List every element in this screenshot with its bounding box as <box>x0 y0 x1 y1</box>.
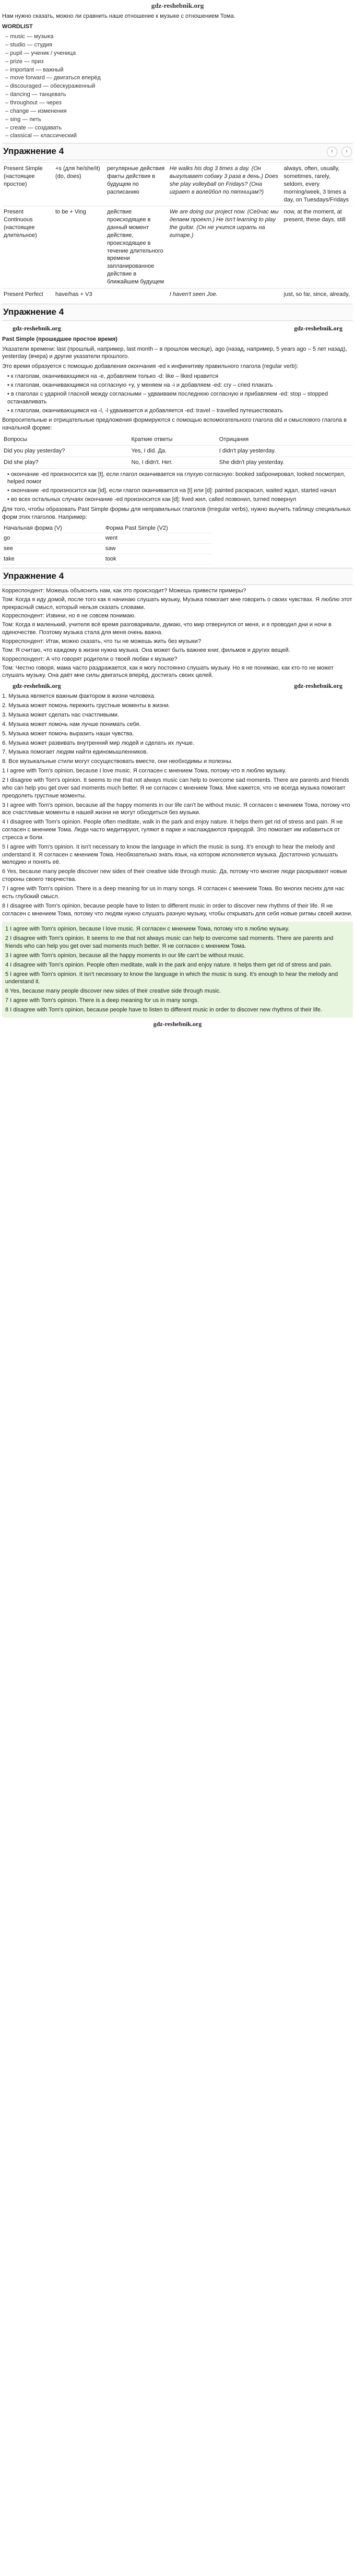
table-cell: Did you play yesterday? <box>2 445 130 457</box>
tense-cell: Present Continuous (настоящее длительное) <box>2 206 54 288</box>
opinions-list <box>2 767 353 917</box>
grammar-table <box>2 162 353 301</box>
table-row <box>2 445 353 457</box>
exercise-header <box>2 568 353 585</box>
exercise-title: Упражнение 4 <box>3 146 64 157</box>
wordlist-item: – important — важный <box>5 66 353 74</box>
past-simple-heading-text: Past Simple (прошедшее простое время) <box>2 336 117 342</box>
opinion-item: 7 I agree with Tom's opinion. There is a deep meaning for us in many songs. Я согласен с мнением Тома. Во многих песнях для нас есть глубокий смысл. <box>2 885 345 900</box>
table-cell: took <box>104 554 212 565</box>
opinion-item: 8 I disagree with Tom's opinion, because people have to listen to different music in order to discover new rhythms of their life. Я не согласен с мнением Тома, потому что людям нужно слушать разную музыку, чтобы открывать для себя новые ритмы своей жизни. <box>2 902 353 917</box>
use-cell: регулярные действия факты действия в будущем по расписанию <box>105 163 168 206</box>
past-simple-p2: Это время образуется с помощью добавления окончания -ed к инфинитиву правильного глагола (regular verb): <box>2 363 299 370</box>
wordlist-item: – prize — приз <box>5 58 353 66</box>
dialogue-line: Том: Я считаю, что каждому в жизни нужна музыка. Она может быть важнее книг, фильмов и других вещей. <box>2 647 290 653</box>
example-cell: We are doing our project now. (Сейчас мы делаем проект.) He isn't learning to play the guitar. (Он не учится играть на гитаре.) <box>168 206 282 288</box>
rule-item: • к глаголам, оканчивающимся на -e, добавляем только -d: like – liked нравится <box>7 373 353 380</box>
past-simple-p1: Указатели времени: last (прошлый, например, last month – в прошлом месяце), ago (назад, например, 5 years ago – 5 лет назад), yesterday (вчера) и другие указатели прошлого. <box>2 345 347 360</box>
option-item: 2. Музыка может помочь пережить грустные моменты в жизни. <box>2 702 170 709</box>
column-header: Отрицания <box>218 434 353 445</box>
wordlist-item: – discouraged — обескураженный <box>5 82 353 90</box>
dialogue-line: Том: Когда я маленький, учителя всё время разговаривали, думаю, что мир отвернулся от меня, и я проводил дни и ночи в одиночестве. Поэтому музыка стала для меня очень важна. <box>2 622 332 636</box>
table-cell: I didn't play yesterday. <box>218 445 353 457</box>
wordlist-item: – throughout — через <box>5 99 353 107</box>
intro-text: Нам нужно сказать, можно ли сравнить наше отношение к музыке с отношением Тома. <box>2 13 235 19</box>
use-cell <box>105 288 168 300</box>
exercise-title: Упражнение 4 <box>3 571 64 581</box>
rule-item: • к глаголам, оканчивающимся на -l, -l удваивается и добавляется -ed: travel – travelled путешествовать <box>7 407 353 415</box>
opinion-item: 5 I agree with Tom's opinion. It isn't necessary to know the language in which the music is sung. It's enough to hear the melody and understand it. <box>5 971 338 985</box>
opinion-item: 3 I agree with Tom's opinion, because all the happy moments in our life can't be without music. Я согласен с мнением Тома, потому что все счастливые моменты в нашей жизни не могут обходиться без музыки. <box>2 802 350 816</box>
exercise-header <box>2 304 353 321</box>
column-header: Форма Past Simple (V2) <box>104 523 212 533</box>
exercise-title: Упражнение 4 <box>3 306 64 317</box>
markers-cell: always, often, usually, sometimes, rarely, seldom, every morning/week, 3 times a day, on Tuesdays/Fridays <box>282 163 353 206</box>
rule-item: • к глаголам, оканчивающимся на согласную +y, y меняем на -i и добавляем -ed: cry – cried плакать <box>7 381 353 389</box>
option-item: 8. Все музыкальные стили могут сосуществовать вместе, они необходимы и полезны. <box>2 758 233 765</box>
opinion-item: 1 I agree with Tom's opinion, because I love music. Я согласен с мнением Тома, потому что я люблю музыку. <box>2 768 287 774</box>
wordlist-item: – pupil — ученик / ученица <box>5 50 353 57</box>
pronunciation-item: • во всех остальных случаях окончание -ed произносится как [d]: lived жил, called позвонил, turned повернул <box>7 496 353 504</box>
dialogue-line: Том: Когда я иду домой, после того как я начинаю слушать музыку, Музыка помогает мне говорить о своих чувствах. Я люблю этот прекрасный смысл, который нельзя сказать словами. <box>2 596 352 611</box>
table-cell: Yes, I did. Да. <box>130 445 218 457</box>
wordlist-item: – dancing — танцевать <box>5 91 353 99</box>
column-header: Вопросы <box>2 434 130 445</box>
dialogue-line: Корреспондент: А что говорят родители о твоей любви к музыке? <box>2 655 178 662</box>
footer-watermark[interactable]: gdz-reshebnik.org <box>153 1020 202 1028</box>
opinion-item: 6 Yes, because many people discover new sides of their creative side through music. <box>5 988 221 995</box>
watermark-row <box>2 323 353 333</box>
example-cell: I haven't seen Joe. <box>168 288 282 300</box>
markers-cell: now, at the moment, at present, these days, still <box>282 206 353 288</box>
example-cell: He walks his dog 3 times a day. (Он выгуливает собаку 3 раза в день.) Does she play volleyball on Fridays? (Она играет в волейбол по пятницам?) <box>168 163 282 206</box>
past-simple-heading <box>2 336 353 343</box>
opinion-item: 2 I disagree with Tom's opinion. It seems to me that not always music can help to overcome sad moments. There are parents and friends who can help you get over sad moments much better. Я не согласен с мнением Тома. <box>5 935 334 950</box>
past-simple-p3: Вопросительные и отрицательные предложения формируются с помощью вспомогательного глагола did и смыслового глагола в начальной форме: <box>2 417 347 432</box>
table-row <box>2 533 212 544</box>
table-row <box>2 206 353 288</box>
wordlist-item: – change — изменения <box>5 108 353 115</box>
rule-item: • в глаголах с ударной гласной между согласными – удваиваем последнюю согласную и прибавляем -ed: stop – stopped останавливать <box>7 390 353 406</box>
irregular-intro: Для того, чтобы образовать Past Simple формы для неправильных глаголов (irregular verbs), нужно выучить таблицу специальных форм этих глаголов. Например: <box>2 506 351 520</box>
wordlist-item: – studio — студия <box>5 41 353 49</box>
option-item: 5. Музыка может помочь выразить наши чувства. <box>2 730 134 737</box>
rule-list <box>2 373 353 414</box>
prev-arrow-icon[interactable]: ‹ <box>327 147 337 157</box>
markers-cell: just, so far, since, already, <box>282 288 353 300</box>
opinion-item: 8 I disagree with Tom's opinion, because people have to listen to different music in order to discover new rhythms of their life. <box>5 1006 323 1013</box>
wordlist-item: – move forward — двигаться вперёд <box>5 74 353 82</box>
wordlist-item: – classical — классический <box>5 132 353 140</box>
wordlist-item: – music — музыка <box>5 33 353 41</box>
tense-cell: Present Simple (настоящее простое) <box>2 163 54 206</box>
options-list <box>2 693 353 766</box>
wordlist-title: WORDLIST <box>2 23 33 30</box>
option-item: 7. Музыка помогает людям найти единомышленников. <box>2 749 148 756</box>
irregular-table <box>2 523 212 565</box>
watermark: gdz-reshebnik.org <box>294 682 342 690</box>
opinion-item: 4 I disagree with Tom's opinion. People often meditate, walk in the park and enjoy nature. It helps them get rid of stress and pain. <box>5 961 333 968</box>
watermark: gdz-reshebnik.org <box>13 324 61 332</box>
form-cell: to be + Ving <box>54 206 105 288</box>
watermark: gdz-reshebnik.org <box>294 324 342 332</box>
option-item: 6. Музыка может развивать внутренний мир людей и сделать их лучше. <box>2 740 195 746</box>
tense-cell: Present Perfect <box>2 288 54 300</box>
opinions-repeat-block <box>2 922 353 1017</box>
option-item: 3. Музыка может сделать нас счастливыми. <box>2 712 120 719</box>
option-item: 1. Музыка является важным фактором в жизни человека. <box>2 693 156 700</box>
dialogue <box>2 587 353 679</box>
table-cell: went <box>104 533 212 544</box>
option-item: 4. Музыка может помочь нам лучше понимать себя. <box>2 721 141 728</box>
wordlist <box>2 33 353 140</box>
table-row <box>2 288 353 300</box>
watermark-row <box>2 681 353 691</box>
dialogue-line: Том: Честно говоря, мама часто раздражается, как я могу постоянно слушать музыку. Но я не понимаю, как кто-то не может слушать музыку. Она даёт мне силы двигаться вперёд, достигать своих целей. <box>2 664 334 679</box>
pronunciation-list <box>2 471 353 504</box>
next-arrow-icon[interactable]: › <box>341 147 352 157</box>
exercise-header <box>2 143 353 160</box>
table-cell: saw <box>104 544 212 554</box>
form-cell: +s (для he/she/it) (do, does) <box>54 163 105 206</box>
opinion-item: 4 I disagree with Tom's opinion. People often meditate, walk in the park and enjoy nature. It helps them get rid of stress and pain. Я не согласен с мнением Тома. Люди часто медитируют, гуляют в парке и наслаждаются природой. Это помогает им избавиться от стресса и боли. <box>2 819 343 841</box>
form-cell: have/has + V3 <box>54 288 105 300</box>
table-cell: Did she play? <box>2 457 130 468</box>
table-cell: take <box>2 554 104 565</box>
opinion-item: 1 I agree with Tom's opinion, because I love music. Я согласен с мнением Тома, потому что я люблю музыку. <box>5 926 290 933</box>
table-cell: She didn't play yesterday. <box>218 457 353 468</box>
table-row <box>2 544 212 554</box>
table-row <box>2 554 212 565</box>
qa-table <box>2 434 353 469</box>
table-header-row <box>2 523 212 533</box>
opinion-item: 7 I agree with Tom's opinion. There is a deep meaning for us in many songs. <box>5 997 199 1004</box>
table-row <box>2 457 353 468</box>
watermark: gdz-reshebnik.org <box>13 682 61 690</box>
wordlist-item: – sing — петь <box>5 116 353 124</box>
column-header: Краткие ответы <box>130 434 218 445</box>
table-header-row <box>2 434 353 445</box>
pronunciation-item: • окончание -ed произносится как [id], если глагол оканчивается на [t] или [d]: painted раскрасил, waited ждал, started начал <box>7 487 353 495</box>
dialogue-line: Корреспондент: Можешь объяснить нам, как это происходит? Можешь привести примеры? <box>2 587 246 594</box>
opinion-item: 2 I disagree with Tom's opinion. It seems to me that not always music can help to overcome sad moments. There are parents and friends who can help you get over sad moments much better. Я не согласен с мнением Тома. Мне кажется, что не всегда музыка помогает преодолеть грустные моменты. <box>2 777 349 799</box>
table-row <box>2 163 353 206</box>
column-header: Начальная форма (V) <box>2 523 104 533</box>
dialogue-line: Корреспондент: Извини, но я не совсем понимаю. <box>2 613 136 619</box>
wordlist-item: – create — создавать <box>5 124 353 132</box>
use-cell: действие происходящее в данный момент действие, происходящее в течение длительного времени запланированное действие в ближайшем будущем <box>105 206 168 288</box>
opinion-item: 6 Yes, because many people discover new sides of their creative side through music. Да, потому что многие люди раскрывают новые стороны своего творчества. <box>2 868 347 883</box>
table-cell: No, I didn't. Нет. <box>130 457 218 468</box>
table-cell: see <box>2 544 104 554</box>
table-cell: go <box>2 533 104 544</box>
pronunciation-item: • окончание -ed произносится как [t], если глагол оканчивается на глухую согласную: booked забронировал, looked посмотрел, helped помог <box>7 471 353 486</box>
site-watermark-top[interactable]: gdz-reshebnik.org <box>151 2 204 9</box>
opinion-item: 5 I agree with Tom's opinion. It isn't necessary to know the language in which the music is sung. It's enough to hear the melody and understand it. Я согласен с мнением Тома. Необязательно знать язык, на котором исполняется музыка. Достаточно услышать мелодию и понять её. <box>2 843 338 866</box>
dialogue-line: Корреспондент: Итак, можно сказать, что ты не можешь жить без музыки? <box>2 638 202 645</box>
exercise-actions <box>327 147 352 157</box>
page <box>0 1 355 1033</box>
opinion-item: 3 I agree with Tom's opinion, because all the happy moments in our life can't be without music. <box>5 952 245 959</box>
